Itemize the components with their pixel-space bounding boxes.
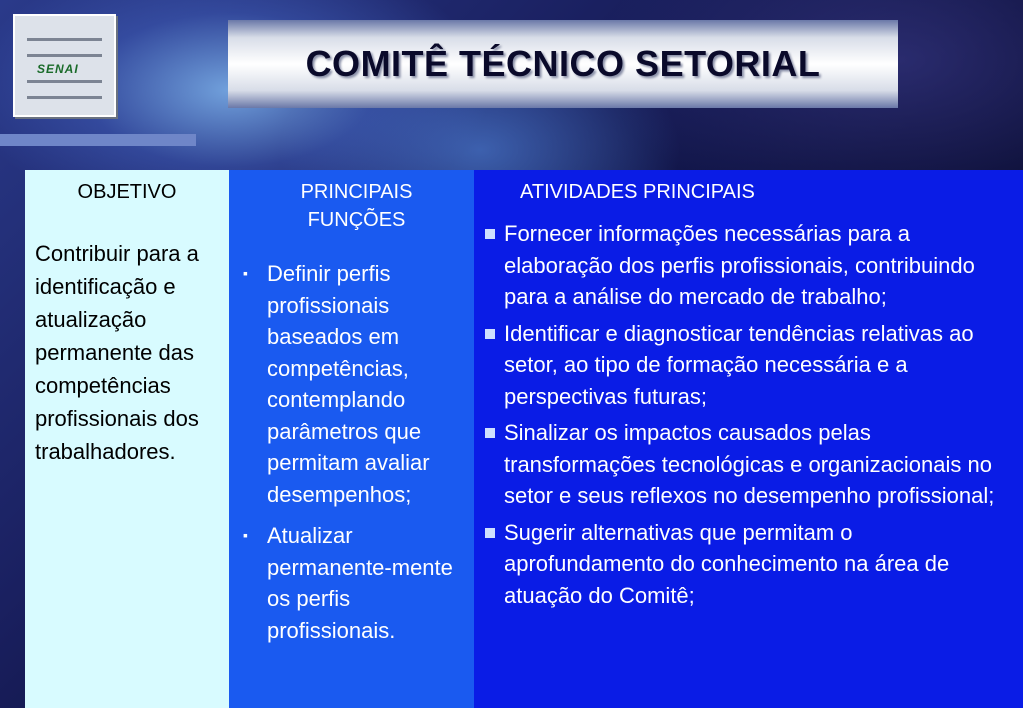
small-square-bullet-icon: ▪ [243,265,248,281]
funcao-text: Definir perfis profissionais baseados em competências, contemplando parâmetros que permitam avaliar desempenhos; [267,261,430,507]
square-bullet-icon [485,528,495,538]
funcoes-header-line1: PRINCIPAIS [300,181,413,203]
senai-logo [13,14,116,117]
logo-text: SENAI [37,62,79,76]
funcoes-header [229,170,474,234]
page-title: COMITÊ TÉCNICO SETORIAL [305,43,821,84]
atividades-list [474,218,1023,611]
list-item [241,258,466,510]
atividades-header: ATIVIDADES PRINCIPAIS [520,181,755,203]
objetivo-column [25,170,229,708]
logo-line [27,54,102,57]
objetivo-header: OBJETIVO [77,181,177,203]
list-item [241,520,466,646]
funcoes-column [229,170,474,708]
title-banner [228,20,898,108]
square-bullet-icon [485,428,495,438]
funcao-text: Atualizar permanente-mente os perfis profissionais. [267,523,453,643]
funcoes-list [229,258,474,646]
funcoes-header-line2: FUNÇÕES [307,209,406,231]
atividade-text: Sugerir alternativas que permitam o aprofundamento do conhecimento na área de atuação do Comitê; [504,519,950,608]
objetivo-text: Contribuir para a identificação e atualização permanente das competências profissionais dos trabalhadores. [35,241,199,464]
list-item [482,417,1013,512]
list-item [482,517,1013,612]
atividades-column [474,170,1023,708]
atividade-text: Fornecer informações necessárias para a elaboração dos perfis profissionais, contribuindo para a análise do mercado de trabalho; [504,221,975,309]
square-bullet-icon [485,229,495,239]
list-item [482,218,1013,313]
logo-band [0,134,196,146]
list-item [482,318,1013,413]
small-square-bullet-icon: ▪ [243,527,248,543]
square-bullet-icon [485,329,495,339]
logo-line [27,96,102,99]
logo-line [27,80,102,83]
atividade-text: Sinalizar os impactos causados pelas transformações tecnológicas e organizacionais no setor e seus reflexos no desempenho profissional; [504,420,995,508]
logo-line [27,38,102,41]
atividade-text: Identificar e diagnosticar tendências relativas ao setor, ao tipo de formação necessária e a perspectivas futuras; [504,320,974,409]
